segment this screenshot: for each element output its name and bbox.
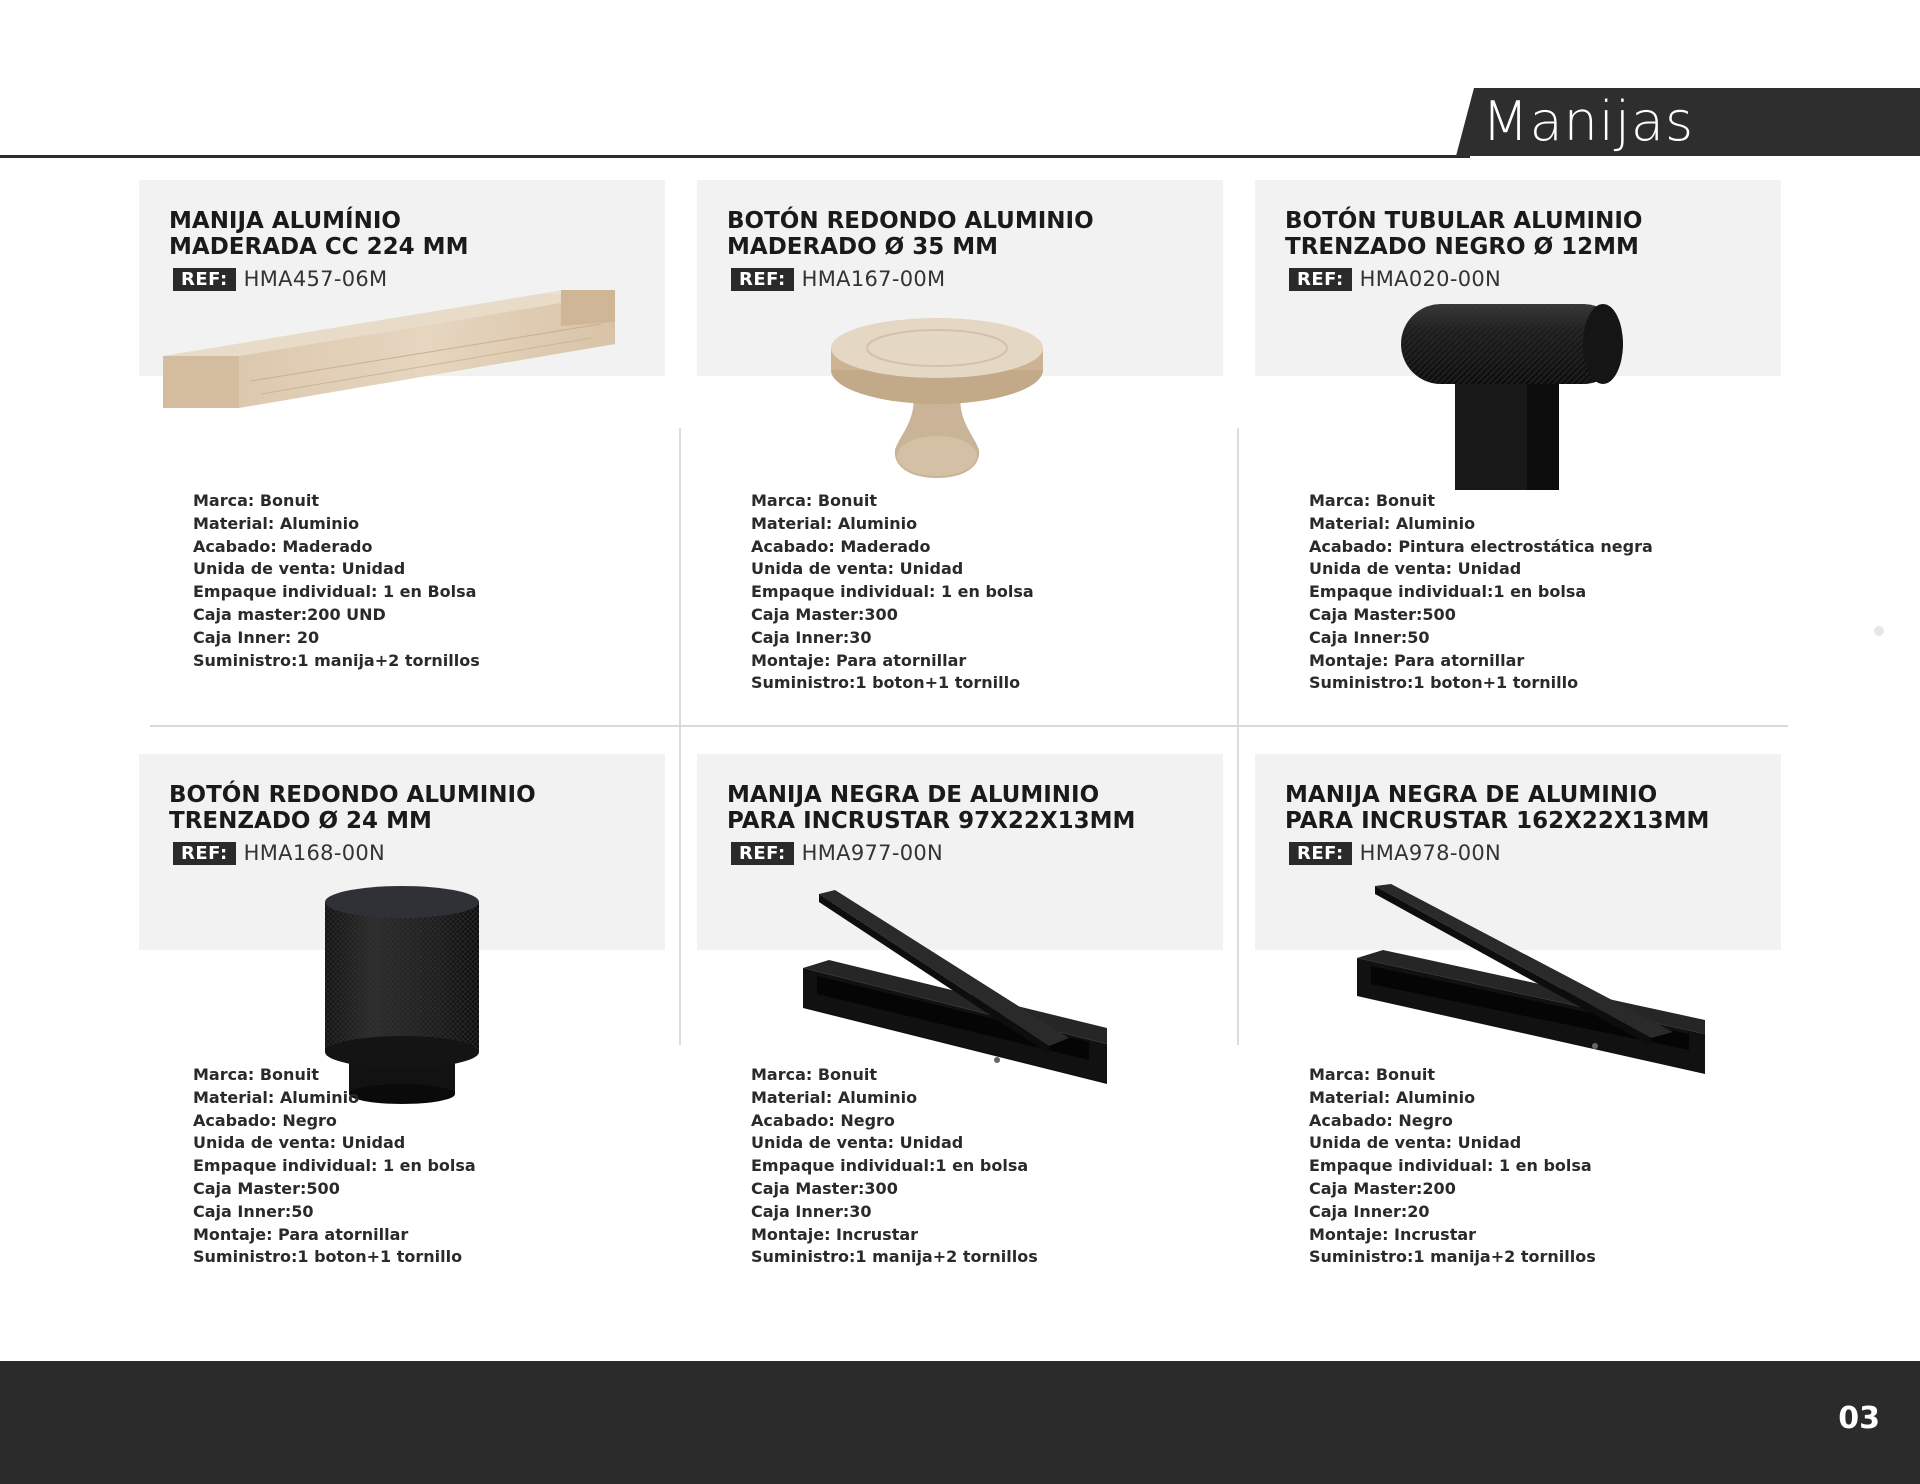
- spec-item: Acabado: Maderado: [751, 536, 931, 556]
- spec-item: Marca: Bonuit: [1309, 491, 1435, 510]
- page-number: 03: [1838, 1401, 1880, 1436]
- product-card: [697, 754, 1255, 1334]
- ref-code: HMA978-00N: [1359, 841, 1502, 865]
- product-card: [697, 180, 1255, 760]
- ref-badge: REF:: [731, 842, 794, 865]
- spec-item: Caja Master:300: [751, 1178, 898, 1198]
- spec-item: Acabado: Negro: [1309, 1110, 1453, 1130]
- spec-item: Caja Inner: 20: [193, 627, 320, 647]
- spec-item: Marca: Bonuit: [751, 491, 877, 510]
- spec-item: Caja Inner:50: [1309, 627, 1430, 647]
- ref-code: HMA977-00N: [801, 841, 944, 865]
- spec-item: Material: Aluminio: [751, 1087, 918, 1107]
- spec-item: Unida de venta: Unidad: [193, 1133, 406, 1153]
- product-card: [1255, 754, 1813, 1334]
- product-ref: [1289, 266, 1501, 292]
- ref-code: HMA457-06M: [243, 267, 388, 291]
- wood-bar-handle-image: [161, 286, 631, 416]
- spec-item: Material: Aluminio: [193, 1087, 360, 1107]
- spec-item: Caja Inner:50: [193, 1201, 314, 1221]
- ref-code: HMA168-00N: [243, 841, 386, 865]
- spec-item: Acabado: Negro: [751, 1110, 895, 1130]
- spec-item: Montaje: Para atornillar: [751, 650, 967, 670]
- spec-item: Acabado: Negro: [193, 1110, 337, 1130]
- product-title: BOTÓN TUBULAR ALUMINIO TRENZADO NEGRO Ø 12MM: [1285, 208, 1643, 260]
- product-title: BOTÓN REDONDO ALUMINIO TRENZADO Ø 24 MM: [169, 782, 536, 834]
- product-ref: [1289, 840, 1501, 866]
- spec-list: [193, 1064, 476, 1269]
- product-card: [139, 754, 697, 1334]
- product-card: [1255, 180, 1813, 760]
- spec-item: Unida de venta: Unidad: [193, 559, 406, 579]
- spec-item: Suministro:1 boton+1 tornillo: [193, 1247, 463, 1267]
- product-card: [139, 180, 697, 760]
- spec-item: Material: Aluminio: [193, 513, 360, 533]
- ref-badge: REF:: [731, 268, 794, 291]
- product-title: MANIJA NEGRA DE ALUMINIO PARA INCRUSTAR 162X22X13MM: [1285, 782, 1710, 834]
- spec-item: Acabado: Maderado: [193, 536, 373, 556]
- wood-round-knob-image: [827, 318, 1047, 488]
- decorative-dot: [1874, 626, 1884, 636]
- ref-badge: REF:: [1289, 268, 1352, 291]
- spec-item: Caja Master:200: [1309, 1178, 1456, 1198]
- black-flush-pull-long-image: [1355, 884, 1715, 1094]
- spec-item: Unida de venta: Unidad: [1309, 1133, 1522, 1153]
- ref-badge: REF:: [173, 842, 236, 865]
- spec-item: Unida de venta: Unidad: [1309, 559, 1522, 579]
- product-ref: [731, 266, 945, 292]
- product-ref: [731, 840, 943, 866]
- spec-item: Marca: Bonuit: [193, 1065, 319, 1084]
- spec-item: Caja Master:500: [1309, 604, 1456, 624]
- spec-item: Suministro:1 manija+2 tornillos: [1309, 1247, 1596, 1267]
- spec-item: Empaque individual:1 en bolsa: [1309, 582, 1587, 602]
- spec-list: [1309, 490, 1653, 695]
- spec-item: Acabado: Pintura electrostática negra: [1309, 536, 1653, 556]
- product-title: MANIJA ALUMÍNIO MADERADA CC 224 MM: [169, 208, 469, 260]
- product-title: BOTÓN REDONDO ALUMINIO MADERADO Ø 35 MM: [727, 208, 1094, 260]
- spec-list: [193, 490, 480, 672]
- spec-list: [751, 1064, 1038, 1269]
- spec-item: Material: Aluminio: [1309, 513, 1476, 533]
- spec-item: Unida de venta: Unidad: [751, 1133, 964, 1153]
- spec-item: Montaje: Para atornillar: [1309, 650, 1525, 670]
- spec-item: Suministro:1 manija+2 tornillos: [193, 650, 480, 670]
- ref-badge: REF:: [173, 268, 236, 291]
- spec-item: Montaje: Incrustar: [1309, 1224, 1477, 1244]
- spec-item: Empaque individual: 1 en bolsa: [1309, 1156, 1592, 1176]
- ref-code: HMA020-00N: [1359, 267, 1502, 291]
- product-title: MANIJA NEGRA DE ALUMINIO PARA INCRUSTAR 97X22X13MM: [727, 782, 1136, 834]
- spec-item: Empaque individual:1 en bolsa: [751, 1156, 1029, 1176]
- spec-item: Marca: Bonuit: [1309, 1065, 1435, 1084]
- spec-list: [751, 490, 1034, 695]
- product-ref: [173, 840, 385, 866]
- ref-badge: REF:: [1289, 842, 1352, 865]
- spec-item: Suministro:1 manija+2 tornillos: [751, 1247, 1038, 1267]
- spec-item: Empaque individual: 1 en bolsa: [751, 582, 1034, 602]
- page-title: Manijas: [1482, 90, 1695, 153]
- page-footer: [0, 1361, 1920, 1484]
- spec-item: Marca: Bonuit: [193, 491, 319, 510]
- spec-item: Caja Master:500: [193, 1178, 340, 1198]
- spec-item: Material: Aluminio: [1309, 1087, 1476, 1107]
- spec-item: Unida de venta: Unidad: [751, 559, 964, 579]
- spec-item: Caja Inner:20: [1309, 1201, 1430, 1221]
- spec-item: Caja Inner:30: [751, 627, 872, 647]
- spec-item: Empaque individual: 1 en Bolsa: [193, 582, 477, 602]
- spec-item: Montaje: Incrustar: [751, 1224, 919, 1244]
- spec-item: Montaje: Para atornillar: [193, 1224, 409, 1244]
- header-rule: [0, 155, 1470, 158]
- spec-item: Empaque individual: 1 en bolsa: [193, 1156, 476, 1176]
- spec-item: Material: Aluminio: [751, 513, 918, 533]
- spec-item: Marca: Bonuit: [751, 1065, 877, 1084]
- spec-item: Caja Inner:30: [751, 1201, 872, 1221]
- spec-item: Caja Master:300: [751, 604, 898, 624]
- spec-item: Suministro:1 boton+1 tornillo: [1309, 673, 1579, 693]
- spec-item: Suministro:1 boton+1 tornillo: [751, 673, 1021, 693]
- black-t-knob-image: [1387, 298, 1637, 494]
- ref-code: HMA167-00M: [801, 267, 946, 291]
- spec-list: [1309, 1064, 1596, 1269]
- spec-item: Caja master:200 UND: [193, 604, 386, 624]
